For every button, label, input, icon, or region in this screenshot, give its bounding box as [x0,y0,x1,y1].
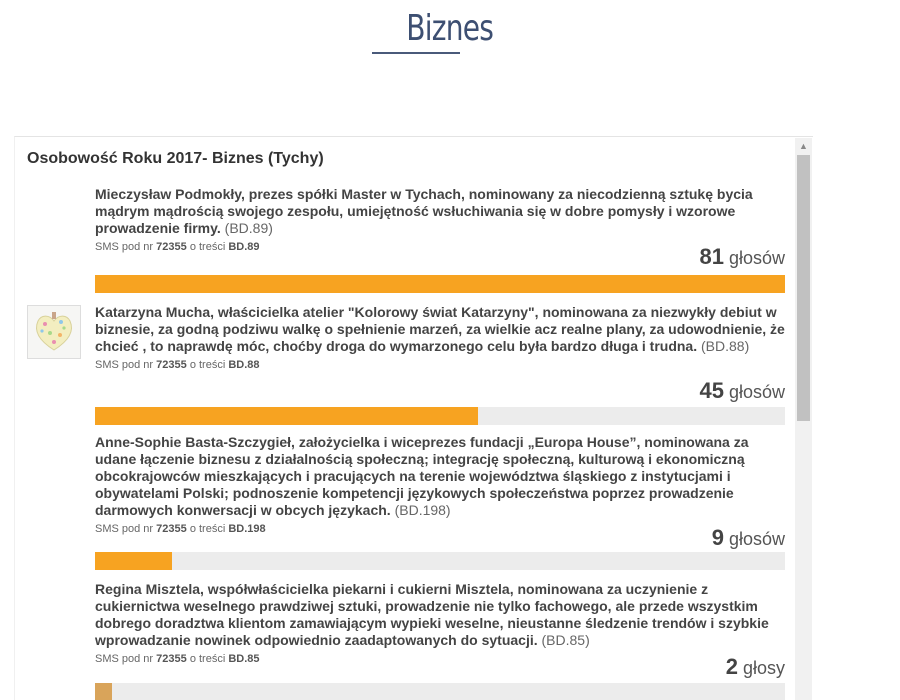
entry-description [95,434,785,519]
poll-entry[interactable] [95,186,785,269]
entry-description-text: Regina Misztela, współwłaścicielka piekarni i cukierni Misztela, nominowana za uczynienie z cukiernictwa weselnego prawdziwej sztuki, prowadzenie nie tylko fachowego, ale przede wszystkim dobrego doradztwa klientom zamawiającym wypieki weselne, nieustanne śledzenie trendów i szybkie wprowadzanie nowinek odpowiednio zaadaptowanych do sytuacji. [95,581,769,648]
poll-entry[interactable] [95,581,785,679]
entry-description [95,304,785,355]
section-heading [0,8,900,49]
votes-count [712,525,785,551]
votes-number: 2 [725,654,738,679]
entry-code: (BD.88) [701,338,750,354]
entry-sms-info [95,653,785,665]
panel-scrollbar[interactable] [795,138,812,700]
vote-bar [95,552,785,570]
votes-number: 9 [711,525,724,550]
entry-description [95,581,785,649]
sms-prefix: SMS pod nr [95,359,154,371]
entry-code: (BD.85) [541,632,590,648]
poll-entry[interactable] [95,434,785,550]
sms-number: 72355 [156,359,187,371]
vote-bar [95,275,785,293]
poll-entry[interactable] [95,304,785,403]
sms-number: 72355 [156,653,187,665]
sms-code: BD.89 [228,241,260,253]
votes-count [699,378,785,404]
vote-bar-fill [95,275,785,293]
entry-code: (BD.89) [224,220,273,236]
poll-title: Osobowość Roku 2017- Biznes (Tychy) [27,150,324,167]
sms-code: BD.85 [228,653,260,665]
sms-number: 72355 [156,523,187,535]
sms-middle: o treści [189,241,226,253]
votes-label: głosy [742,658,785,678]
votes-label: głosów [728,529,785,549]
votes-number: 45 [699,378,724,403]
votes-number: 81 [699,244,724,269]
poll-panel [14,136,813,700]
sms-prefix: SMS pod nr [95,241,154,253]
heart-dress-image [28,306,80,358]
scroll-up-arrow-icon[interactable]: ▲ [799,141,808,151]
sms-middle: o treści [189,653,226,665]
vote-bar [95,407,785,425]
sms-middle: o treści [189,523,226,535]
entry-sms-info [95,241,785,253]
entry-description-text: Mieczysław Podmokły, prezes spółki Master w Tychach, nominowany za niecodzienną sztukę bycia mądrym mądrością swojego zespołu, umiejętność wsłuchiwania się w dobre pomysły i wzorowe prowadzenie firmy. [95,186,753,236]
entry-sms-info [95,359,785,371]
nominee-photo[interactable] [27,305,81,359]
sms-code: BD.88 [228,359,260,371]
entry-sms-info [95,523,785,535]
votes-count [699,244,785,270]
votes-label: głosów [728,248,785,268]
sms-code: BD.198 [228,523,266,535]
entry-description-text: Anne-Sophie Basta-Szczygieł, założycielka i wiceprezes fundacji „Europa House”, nominowana za udane łączenie biznesu z działalnością społeczną; integrację społeczną, kulturową i ekonomiczną obcokrajowców mieszkających i pracujących na terenie województwa śląskiego z instytucjami i obywatelami Polski; podnoszenie kompetencji językowych społeczeństwa poprzez prowadzenie darmowych konwersacji w obcych językach. [95,434,749,518]
sms-middle: o treści [189,359,226,371]
entry-description [95,186,785,237]
scrollbar-thumb[interactable] [797,155,810,421]
sms-prefix: SMS pod nr [95,653,154,665]
votes-label: głosów [728,382,785,402]
entry-description-text: Katarzyna Mucha, właścicielka atelier "Kolorowy świat Katarzyny", nominowana za niezwykły debiut w biznesie, za godną podziwu walkę o spełnienie marzeń, za wielkie acz realne plany, za udowodnienie, że chcieć , to naprawdę móc, choćby droga do wymarzonego celu była bardzo długa i trudna. [95,304,785,354]
sms-number: 72355 [156,241,187,253]
section-title: Biznes [406,8,494,49]
entry-code: (BD.198) [394,502,451,518]
vote-bar [95,683,785,700]
vote-bar-fill [95,407,478,425]
vote-bar-fill [95,552,172,570]
section-title-underline [372,52,460,54]
vote-bar-fill [95,683,112,700]
votes-count [726,654,785,680]
sms-prefix: SMS pod nr [95,523,154,535]
